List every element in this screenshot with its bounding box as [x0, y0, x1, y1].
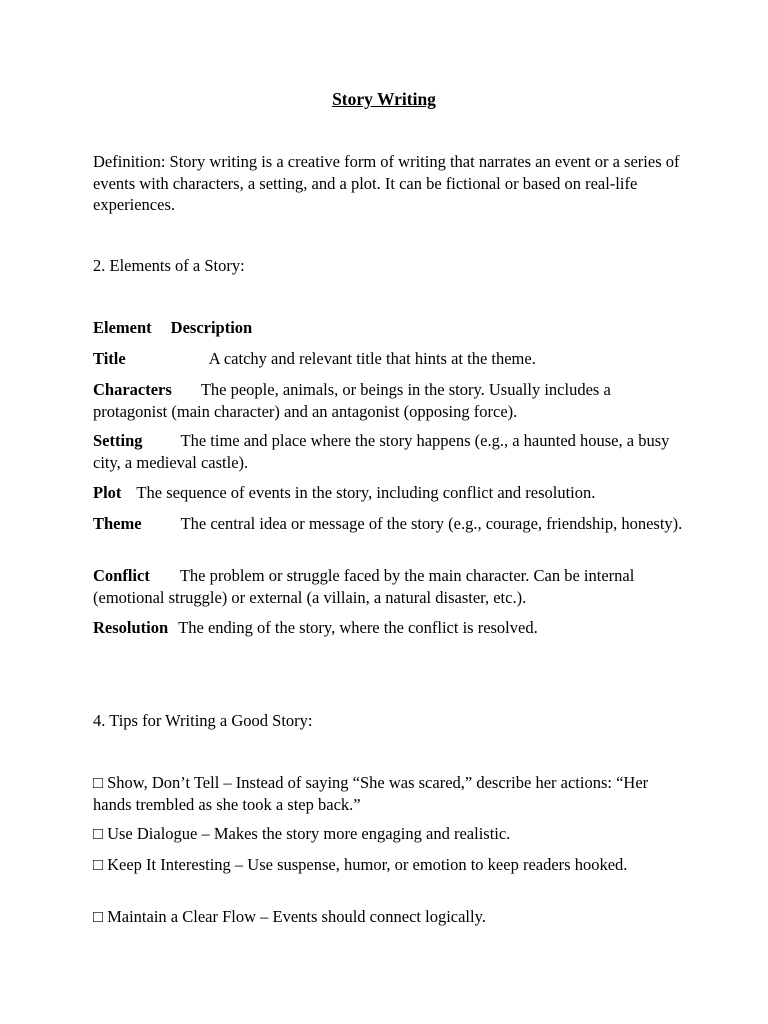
tip-item: □ Show, Don’t Tell – Instead of saying “She was scared,” describe her actions: “Her hands trembled as she took a step back.”	[93, 773, 649, 814]
row-term: Plot	[93, 483, 122, 502]
tip-item: □ Maintain a Clear Flow – Events should connect logically.	[93, 907, 486, 926]
tip-item: □ Keep It Interesting – Use suspense, humor, or emotion to keep readers hooked.	[93, 855, 628, 874]
row-description: A catchy and relevant title that hints at the theme.	[208, 349, 536, 368]
row-term: Characters	[93, 380, 172, 399]
row-description: The problem or struggle faced by the main character. Can be internal (emotional struggle) or external (a villain, a natural disaster, etc.).	[93, 566, 635, 607]
row-term: Theme	[93, 514, 142, 533]
row-term: Title	[93, 349, 126, 368]
page-title: Story Writing	[332, 89, 436, 109]
row-description: The time and place where the story happens (e.g., a haunted house, a busy city, a medieval castle).	[93, 431, 670, 472]
table-row	[93, 617, 683, 639]
elements-table-header	[93, 317, 683, 339]
tip-item: □ Use Dialogue – Makes the story more engaging and realistic.	[93, 824, 511, 843]
elements-heading: 2. Elements of a Story:	[93, 256, 245, 275]
table-row	[93, 348, 683, 370]
header-element: Element	[93, 318, 152, 337]
table-row	[93, 379, 683, 422]
row-description: The central idea or message of the story (e.g., courage, friendship, honesty).	[180, 514, 683, 533]
row-description: The people, animals, or beings in the story. Usually includes a protagonist (main character) and an antagonist (opposing force).	[93, 380, 611, 421]
row-term: Resolution	[93, 618, 169, 637]
row-term: Conflict	[93, 566, 150, 585]
definition-paragraph: Definition: Story writing is a creative form of writing that narrates an event or a series of events with characters, a setting, and a plot. It can be fictional or based on real-life experiences.	[93, 152, 680, 214]
table-row	[93, 565, 683, 608]
header-description: Description	[170, 318, 253, 337]
row-description: The sequence of events in the story, including conflict and resolution.	[136, 483, 596, 502]
row-term: Setting	[93, 431, 143, 450]
tips-heading: 4. Tips for Writing a Good Story:	[93, 711, 313, 730]
table-row	[93, 482, 683, 504]
table-row	[93, 513, 683, 535]
table-row	[93, 430, 683, 473]
row-description: The ending of the story, where the conflict is resolved.	[178, 618, 538, 637]
